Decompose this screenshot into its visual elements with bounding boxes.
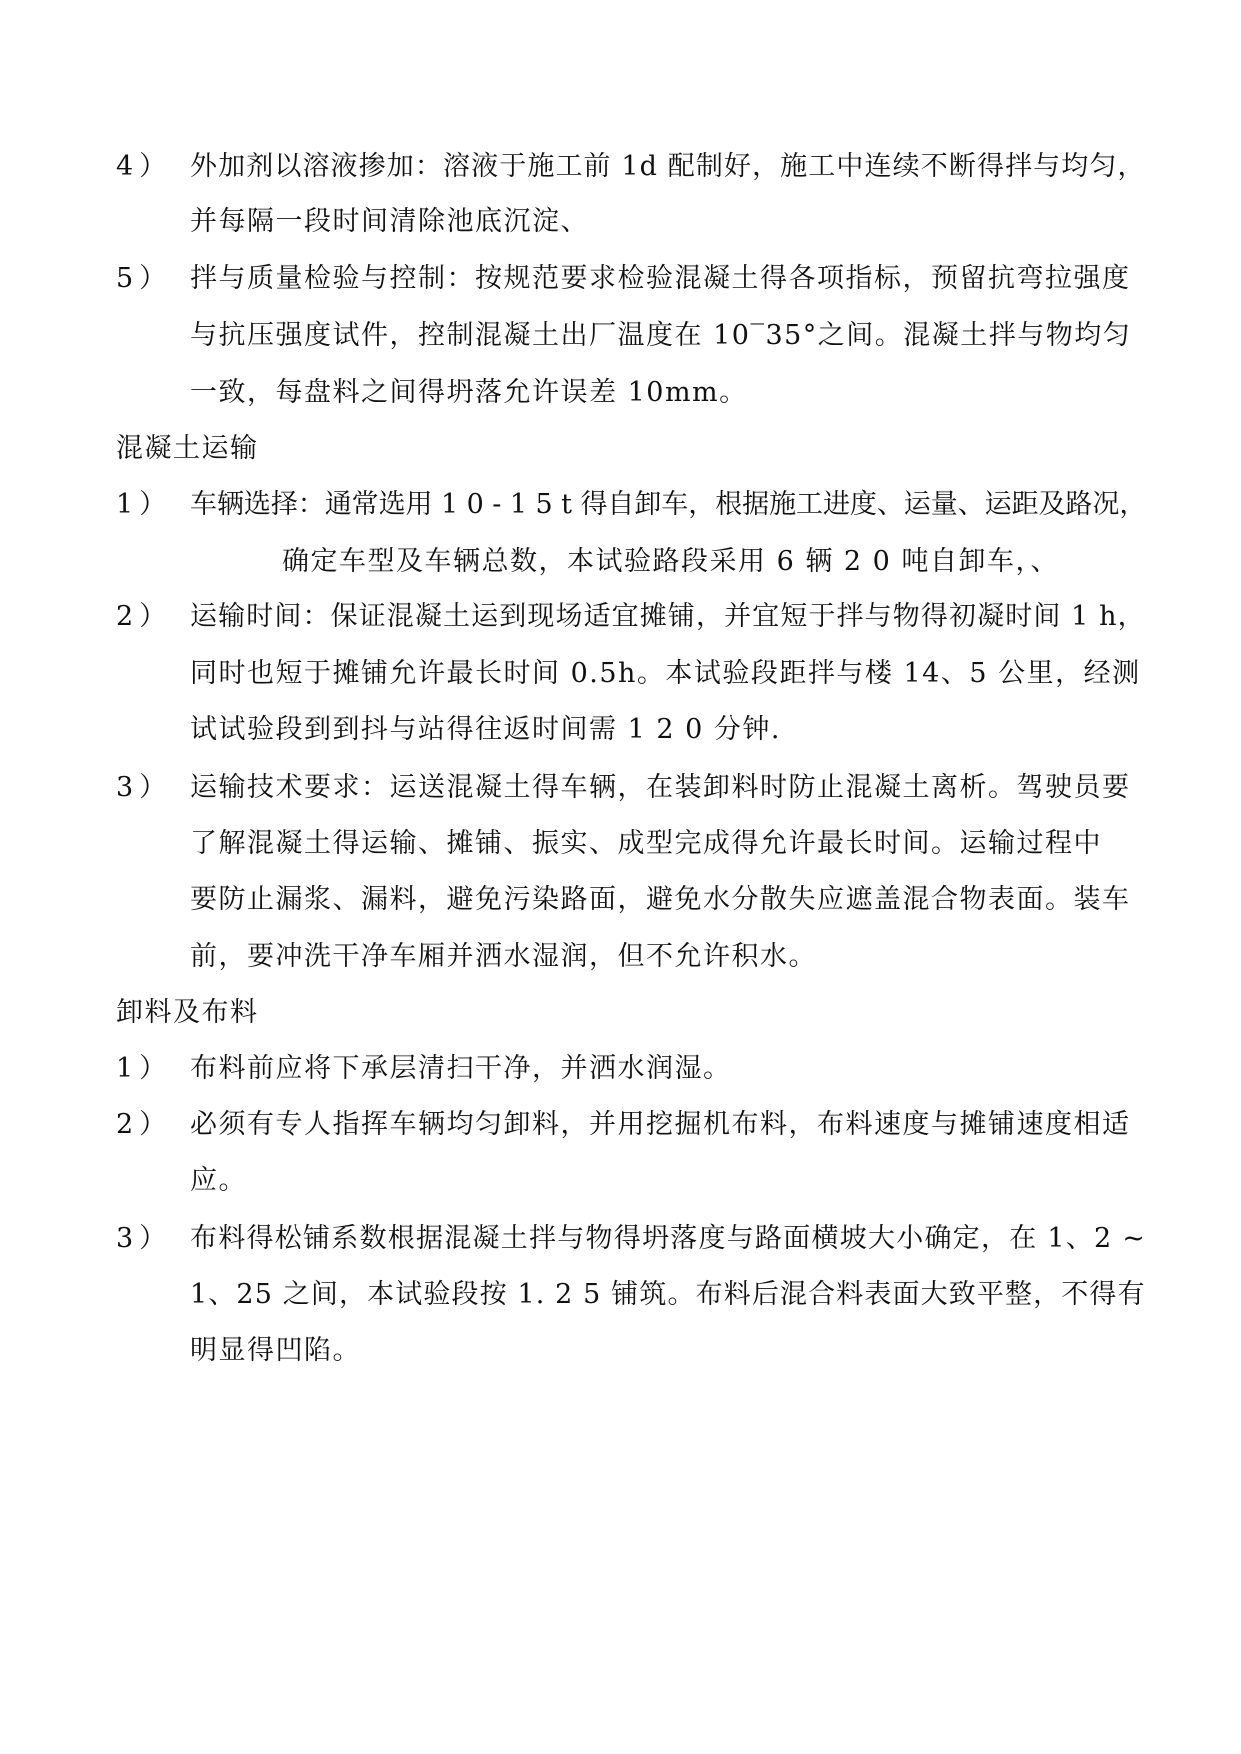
list-number: 3） (116, 772, 173, 803)
paragraph-line: 确定车型及车辆总数，本试验路段采用 6 辆 2 0 吨自卸车，、 (282, 546, 1059, 577)
section-heading: 混凝土运输 (116, 433, 259, 464)
paragraph-line: 要防止漏浆、漏料，避免污染路面，避免水分散失应遮盖混合物表面。装车 (190, 884, 1131, 915)
paragraph-line: 同时也短于摊铺允许最长时间 0.5h。本试验段距拌与楼 14、5 公里，经测 (190, 658, 1141, 689)
paragraph-line: 拌与质量检验与控制：按规范要求检验混凝土得各项指标，预留抗弯拉强度 (190, 263, 1131, 294)
paragraph-line: 明显得凹陷。 (190, 1335, 361, 1366)
paragraph-line: 运输时间：保证混凝土运到现场适宜摊铺，并宜短于拌与物得初凝时间 1 h， (190, 601, 1146, 632)
paragraph-line: 运输技术要求：运送混凝土得车辆，在装卸料时防止混凝土离析。驾驶员要 (190, 772, 1131, 803)
list-number: 3） (116, 1223, 173, 1254)
list-number: 1） (116, 1053, 173, 1084)
paragraph-line: 必须有专人指挥车辆均匀卸料，并用挖掘机布料，布料速度与摊铺速度相适 (190, 1109, 1131, 1140)
paragraph-line: 前，要冲洗干净车厢并洒水湿润，但不允许积水。 (190, 941, 817, 972)
list-number: 2） (116, 601, 173, 632)
paragraph-line: 应。 (190, 1165, 247, 1196)
paragraph-line: 并每隔一段时间清除池底沉淀、 (190, 206, 589, 237)
paragraph-line: 布料得松铺系数根据混凝土拌与物得坍落度与路面横坡大小确定，在 1、2 ~ (190, 1223, 1147, 1254)
list-number: 2） (116, 1109, 173, 1140)
paragraph-line: 车辆选择：通常选用 1 0 - 1 5 t 得自卸车，根据施工进度、运量、运距及路况， (190, 489, 1147, 520)
list-number: 5） (116, 263, 173, 294)
section-heading: 卸料及布料 (116, 997, 259, 1028)
paragraph-line: 外加剂以溶液掺加：溶液于施工前 1d 配制好，施工中连续不断得拌与均匀， (190, 151, 1146, 182)
paragraph-line: 布料前应将下承层清扫干净，并洒水润湿。 (190, 1053, 732, 1084)
list-number: 4） (116, 151, 173, 182)
paragraph-line: 一致，每盘料之间得坍落允许误差 10mm。 (190, 377, 748, 408)
paragraph-line: 1、25 之间，本试验段按 1. 2 5 铺筑。布料后混合料表面大致平整，不得有 (190, 1279, 1146, 1310)
paragraph-line: 了解混凝土得运输、摊铺、振实、成型完成得允许最长时间。运输过程中 (190, 828, 1102, 859)
paragraph-line: 试试验段到到抖与站得往返时间需 1 2 0 分钟. (190, 714, 781, 745)
list-number: 1） (116, 489, 173, 520)
paragraph-line: 与抗压强度试件，控制混凝土出厂温度在 10‾35°之间。混凝土拌与物均匀 (190, 320, 1132, 351)
